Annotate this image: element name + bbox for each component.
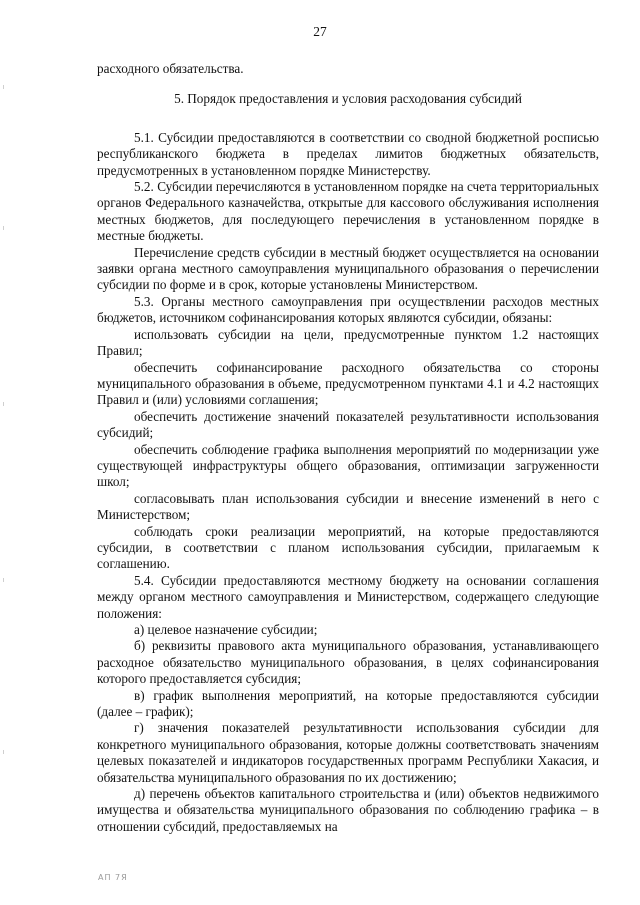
agreement-item-v: в) график выполнения мероприятий, на которые предоставляются субсидии (далее – график); (97, 687, 599, 720)
agreement-item-d: д) перечень объектов капитального строительства и (или) объектов недвижимого имущества и обязательства муниципального образования по соблюдению графика – в отношении субсидий, предоставляемых на (97, 786, 599, 834)
paragraph-5-3: 5.3. Органы местного самоуправления при осуществлении расходов местных бюджетов, источником софинансирования которых являются субсидии, обязаны: (97, 293, 599, 326)
footer-stamp-mark: АП 7Я (98, 873, 128, 882)
paragraph-5-2: 5.2. Субсидии перечисляются в установленном порядке на счета территориальных органов Федерального казначейства, открытые для кассового обслуживания исполнения местных бюджетов, для последующего перечисления в установленном порядке в местные бюджеты. (97, 179, 599, 244)
obligation-item: обеспечить соблюдение графика выполнения мероприятий по модернизации уже существующей инфраструктуры общего образования, оптимизации загруженности школ; (97, 441, 599, 490)
paragraph-5-1: 5.1. Субсидии предоставляются в соответствии со сводной бюджетной росписью республиканского бюджета в пределах лимитов бюджетных обязательств, предусмотренных в установленном порядке Министерству. (97, 129, 599, 178)
paragraph-transfer: Перечисление средств субсидии в местный бюджет осуществляется на основании заявки органа местного самоуправления муниципального образования о перечислении субсидии по форме и в срок, которые установлены Министерством. (97, 244, 599, 293)
obligation-item: соблюдать сроки реализации мероприятий, на которые предоставляются субсидии, в соответствии с планом использования субсидии, прилагаемым к соглашению. (97, 523, 599, 572)
obligation-item: согласовывать план использования субсидии и внесение изменений в него с Министерством; (97, 490, 599, 523)
obligation-item: использовать субсидии на цели, предусмотренные пунктом 1.2 настоящих Правил; (97, 326, 599, 359)
obligation-item: обеспечить достижение значений показателей результативности использования субсидий; (97, 408, 599, 441)
document-body (97, 61, 599, 835)
continuation-text: расходного обязательства. (97, 61, 244, 76)
agreement-item-g: г) значения показателей результативности использования субсидии для конкретного муниципального образования, которые должны соответствовать значениям целевых показателей и индикаторов государственных программ Республики Хакасия, и обязательства муниципального образования по их достижению; (97, 720, 599, 785)
paragraph-5-4: 5.4. Субсидии предоставляются местному бюджету на основании соглашения между органом местного самоуправления и Министерством, содержащего следующие положения: (97, 572, 599, 621)
agreement-item-a: а) целевое назначение субсидии; (134, 622, 318, 637)
agreement-item-b: б) реквизиты правового акта муниципального образования, устанавливающего расходное обязательство муниципального образования, в целях софинансирования которого предоставляется субсидия; (97, 638, 599, 687)
page-number: 27 (313, 24, 327, 39)
obligation-item: обеспечить софинансирование расходного обязательства со стороны муниципального образования в объеме, предусмотренном пунктами 4.1 и 4.2 настоящих Правил и (или) условиями соглашения; (97, 359, 599, 408)
section-heading: 5. Порядок предоставления и условия расходования субсидий (174, 91, 522, 107)
